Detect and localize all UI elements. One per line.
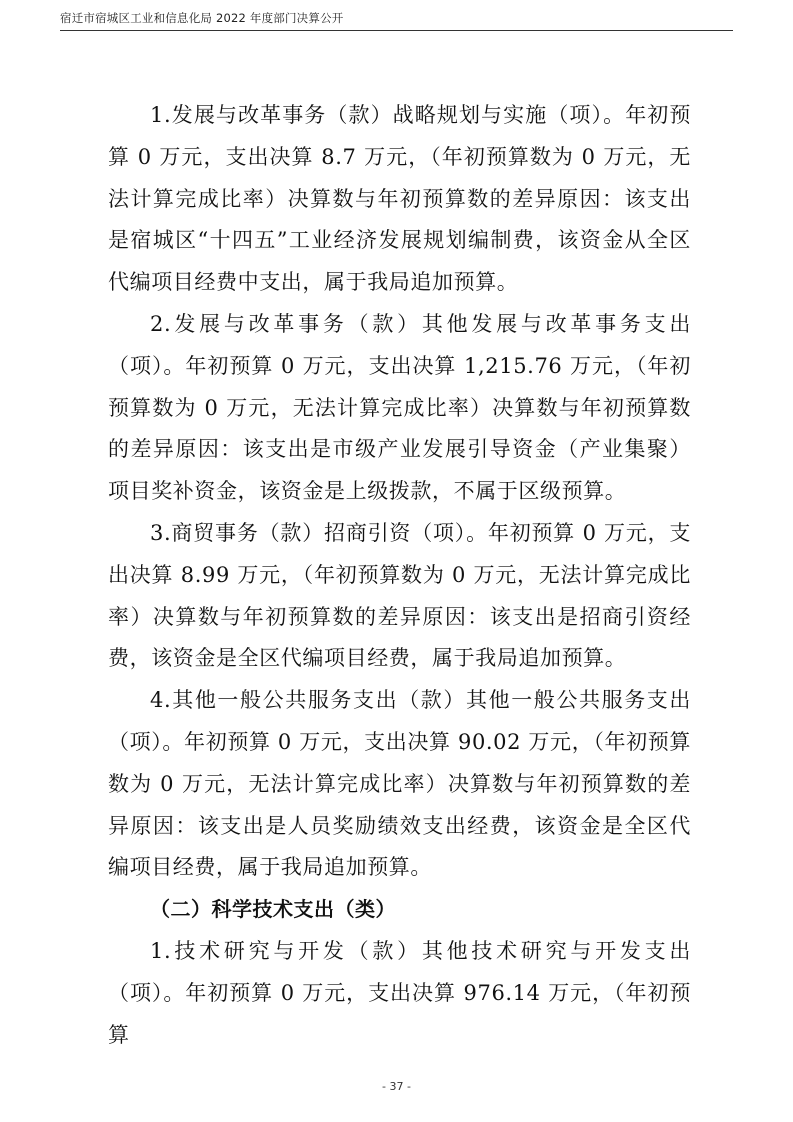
page-number: - 37 - — [382, 1080, 411, 1093]
paragraph-4: 4.其他一般公共服务支出（款）其他一般公共服务支出（项）。年初预算 0 万元，支出决算 90.02 万元，（年初预算数为 0 万元，无法计算完成比率）决算数与年初预算数的差异原因：该支出是人员奖励绩效支出经费，该资金是全区代编项目经费，属于我局追加预算。 — [108, 688, 691, 880]
section-heading: （二）科学技术支出（类） — [150, 897, 396, 922]
running-header: 宿迁市宿城区工业和信息化局 2022 年度部门决算公开 — [60, 11, 344, 25]
header-divider — [60, 30, 733, 31]
document-body — [108, 95, 691, 1056]
section-paragraph-1: 1.技术研究与开发（款）其他技术研究与开发支出（项）。年初预算 0 万元，支出决算 976.14 万元，（年初预算 — [108, 938, 691, 1047]
paragraph-3: 3.商贸事务（款）招商引资（项）。年初预算 0 万元，支出决算 8.99 万元，（年初预算数为 0 万元，无法计算完成比率）决算数与年初预算数的差异原因：该支出是招商引资经费，该资金是全区代编项目经费，属于我局追加预算。 — [108, 520, 691, 671]
paragraph-2: 2.发展与改革事务（款）其他发展与改革事务支出（项）。年初预算 0 万元，支出决算 1,215.76 万元，（年初预算数为 0 万元，无法计算完成比率）决算数与年初预算数的差异原因：该支出是市级产业发展引导资金（产业集聚）项目奖补资金，该资金是上级拨款，不属于区级预算。 — [108, 311, 691, 504]
paragraph-1: 1.发展与改革事务（款）战略规划与实施（项）。年初预算 0 万元，支出决算 8.7 万元，（年初预算数为 0 万元，无法计算完成比率）决算数与年初预算数的差异原因：该支出是宿城区“十四五”工业经济发展规划编制费，该资金从全区代编项目经费中支出，属于我局追加预算。 — [108, 103, 691, 295]
